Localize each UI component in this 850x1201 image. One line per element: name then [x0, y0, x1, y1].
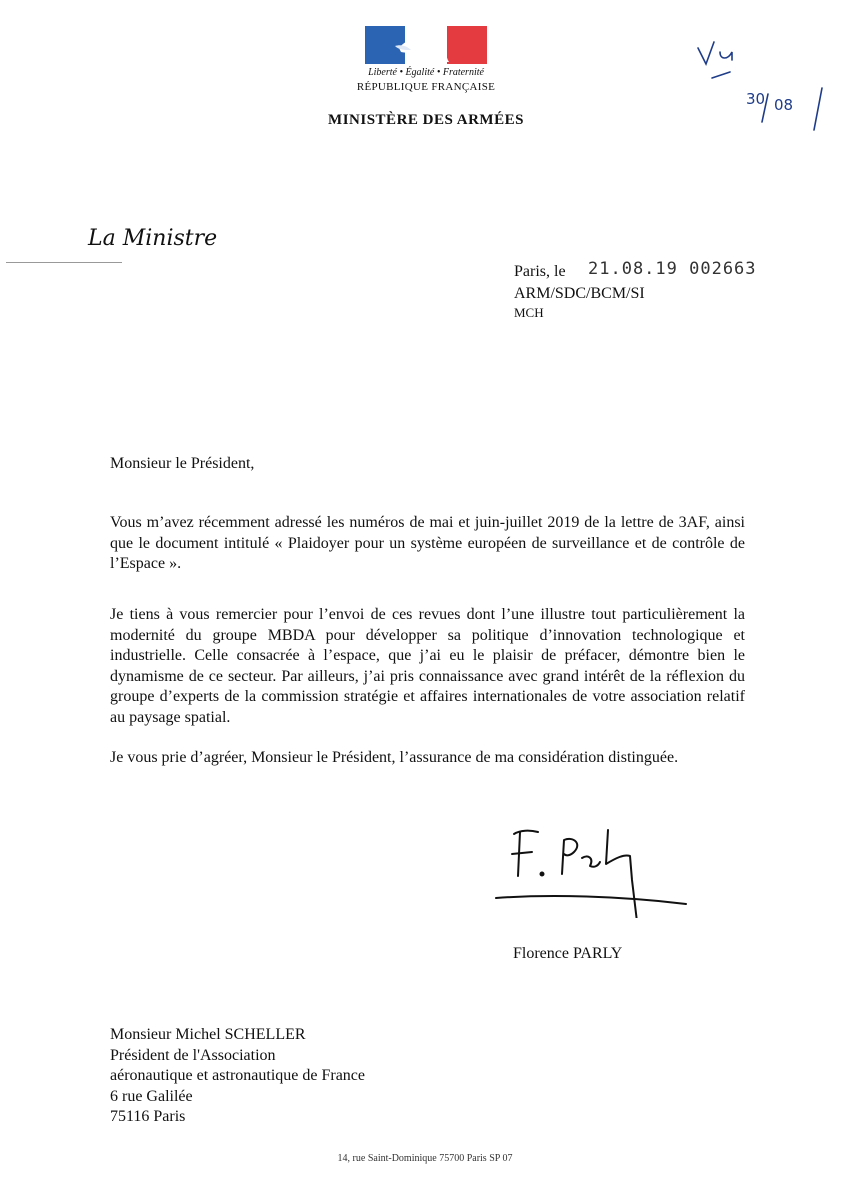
- ministry-name: MINISTÈRE DES ARMÉES: [328, 112, 524, 128]
- recipient-line: 6 rue Galilée: [110, 1087, 193, 1105]
- date-label: Paris, le: [514, 263, 566, 280]
- reference-initials: MCH: [514, 305, 544, 320]
- marianne-logo: [365, 26, 487, 64]
- closing-paragraph: Je vous prie d’agréer, Monsieur le Président, l’assurance de ma considération distinguée.: [110, 749, 679, 766]
- recipient-line: Monsieur Michel SCHELLER: [110, 1026, 306, 1043]
- svg-text:08: 08: [774, 96, 794, 114]
- republic-name: RÉPUBLIQUE FRANÇAISE: [356, 81, 496, 93]
- footer-address: 14, rue Saint-Dominique 75700 Paris SP 07: [337, 1153, 513, 1164]
- handwritten-annotation: [690, 38, 840, 138]
- handwritten-signature: [490, 818, 690, 918]
- motto: Liberté • Égalité • Fraternité: [368, 67, 484, 78]
- signer-name: Florence PARLY: [513, 945, 623, 962]
- date-stamp: 21.08.19 002663: [588, 259, 757, 279]
- recipient-line: Président de l'Association: [110, 1046, 276, 1064]
- sender-title: La Ministre: [88, 226, 218, 251]
- body-paragraph: Vous m’avez récemment adressé les numéros de mai et juin-juillet 2019 de la lettre de 3AF, ainsi que le document intitulé « Plaidoyer pour un système européen de surveillance et de contrôle de l’Espace ».: [110, 514, 745, 572]
- body-paragraph: Je tiens à vous remercier pour l’envoi de ces revues dont l’une illustre tout particulièrement la modernité du groupe MBDA pour développer sa politique d’innovation technologique et industrielle. Celle consacrée à l’espace, que j’ai eu le plaisir de préfacer, démontre bien le dynamisme de ce secteur. Par ailleurs, j’ai pris connaissance avec grand intérêt de la réflexion du groupe d’experts de la commission stratégie et affaires internationales de votre association relatif au paysage spatial.: [110, 606, 745, 726]
- reference: ARM/SDC/BCM/SI: [514, 285, 645, 302]
- salutation: Monsieur le Président,: [110, 455, 255, 472]
- recipient-address: [110, 1025, 365, 1128]
- svg-text:30: 30: [746, 90, 766, 108]
- recipient-line: 75116 Paris: [110, 1108, 186, 1125]
- divider: [6, 262, 122, 263]
- recipient-line: aéronautique et astronautique de France: [110, 1067, 365, 1084]
